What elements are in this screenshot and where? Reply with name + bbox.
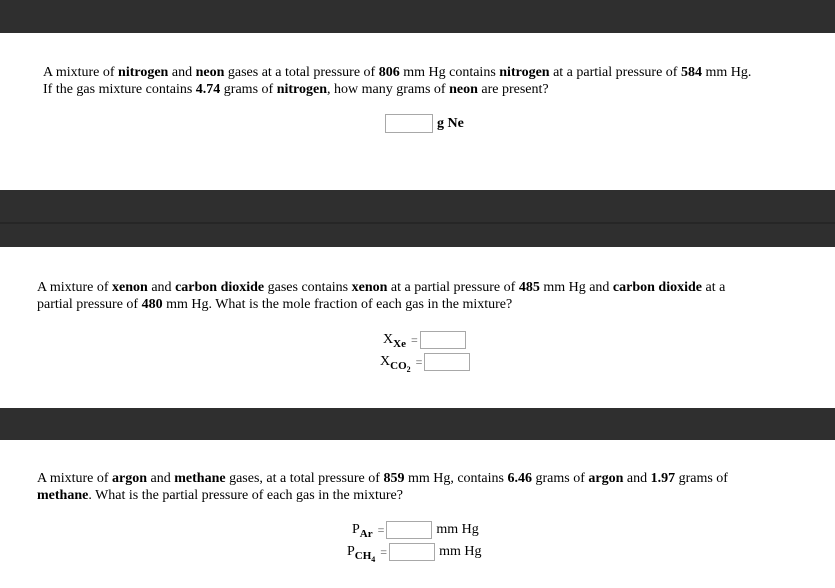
q1-value: 4.74 [195,82,221,97]
q2-xe-input[interactable] [420,331,466,349]
q3-value: 6.46 [507,471,532,486]
q2-co2-row [380,353,470,374]
q2-term: carbon dioxide [612,280,702,295]
q3-ar-input[interactable] [386,521,432,539]
q2-co2-label [380,354,411,374]
q2-co2-input[interactable] [424,353,470,371]
q1-text: are present? [477,82,549,97]
q3-term: argon [588,471,624,486]
co2-subscript-2: 2 [406,365,411,374]
q3-ar-unit: mm Hg [436,522,479,537]
q3-text: A mixture of [37,471,113,486]
q2-value: 485 [518,280,540,295]
q1-text: mm Hg. [701,65,752,80]
q3-value: 859 [383,471,405,486]
q3-ar-label [352,522,373,538]
q2-term: xenon [351,280,388,295]
q2-xe-label [383,332,406,348]
q3-ch4-unit: mm Hg [439,544,482,559]
q1-value: 584 [680,65,702,80]
pressure-symbol: P [352,522,360,537]
question-3-text [37,470,827,504]
q1-text: If the gas mixture contains [43,82,196,97]
q2-term: xenon [112,280,148,295]
q2-text: gases contains [264,280,352,295]
q1-text: gases at a total pressure of [224,65,379,80]
equals-sign: = [415,354,423,369]
co2-subscript: CO [390,360,407,372]
q3-ch4-label [347,544,376,564]
divider-band-2 [0,408,835,440]
q1-text: and [168,65,196,80]
q2-text: and [147,280,176,295]
top-band [0,0,835,33]
question-1-text [43,64,823,98]
q3-text: grams of [531,471,589,486]
q1-term: neon [449,82,478,97]
q3-ch4-input[interactable] [389,543,435,561]
q1-text: mm Hg contains [399,65,500,80]
q1-term: nitrogen [118,65,169,80]
equals-sign: = [377,522,385,537]
q2-text: partial pressure of [37,297,142,312]
q2-term: carbon dioxide [175,280,265,295]
q2-xe-row [383,331,466,349]
q3-term: argon [112,471,148,486]
methane-subscript: CH [354,550,372,562]
q1-value: 806 [378,65,400,80]
q3-text: and [147,471,175,486]
q1-neon-grams-input[interactable] [385,114,433,133]
q1-text: grams of [220,82,277,97]
q1-text: at a partial pressure of [549,65,681,80]
q3-text: grams of [675,471,728,486]
question-2-text [37,279,827,313]
xenon-subscript: Xe [393,338,406,350]
q2-text: mm Hg and [539,280,613,295]
q3-ch4-row [347,543,482,564]
q1-text: , how many grams of [327,82,450,97]
q3-text: and [623,471,651,486]
q1-term: neon [195,65,225,80]
q2-value: 480 [141,297,163,312]
q2-text: A mixture of [37,280,113,295]
equals-sign: = [380,544,388,559]
q3-ar-row [352,521,479,539]
equals-sign: = [410,332,418,347]
q3-value: 1.97 [650,471,676,486]
q2-text: mm Hg. What is the mole fraction of each gas in the mixture? [162,297,513,312]
q1-text: A mixture of [43,65,119,80]
mole-fraction-symbol: X [383,332,394,347]
q3-term: methane [37,488,89,503]
q3-term: methane [174,471,226,486]
divider-band-1 [0,190,835,247]
argon-subscript: Ar [359,528,373,540]
pressure-symbol: P [347,544,355,559]
q1-unit-label: g Ne [437,115,464,131]
divider-band-1-stripe [0,222,835,224]
q2-text: at a [702,280,726,295]
q1-term: nitrogen [276,82,327,97]
q2-text: at a partial pressure of [387,280,519,295]
q1-answer-row [385,114,464,133]
q1-term: nitrogen [499,65,550,80]
q3-text: mm Hg, contains [404,471,508,486]
q3-text: . What is the partial pressure of each gas in the mixture? [88,488,403,503]
q3-text: gases, at a total pressure of [225,471,384,486]
mole-fraction-symbol: X [380,354,391,369]
methane-subscript-4: 4 [371,555,376,564]
